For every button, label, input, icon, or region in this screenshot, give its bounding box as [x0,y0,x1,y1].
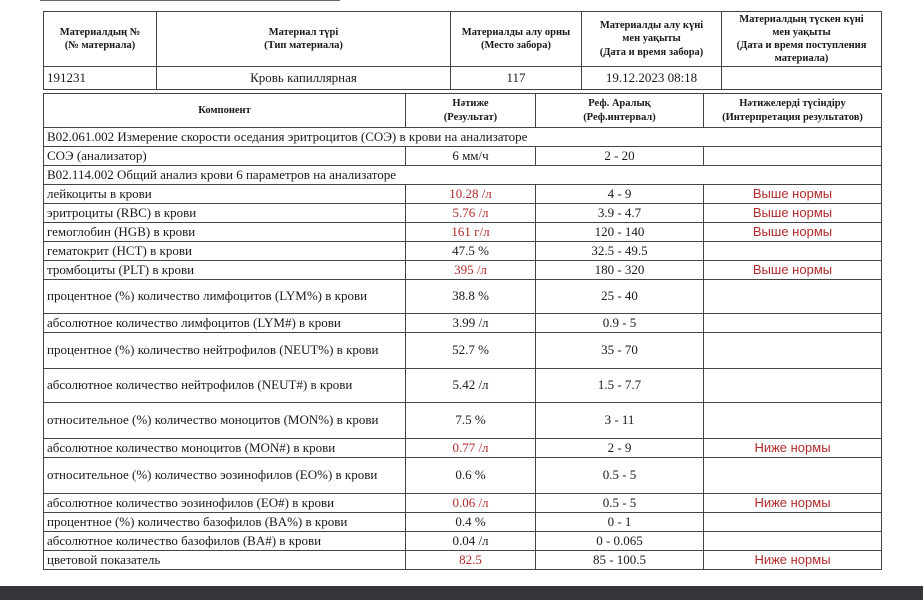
sample-info-table [43,11,882,90]
interpretation: Ниже нормы [704,439,882,458]
result-value: 0.4 % [406,513,536,532]
component-name: процентное (%) количество нейтрофилов (NEUT%) в крови [44,333,406,369]
result-value: 0.77 /л [406,439,536,458]
interpretation [704,458,882,494]
reference-interval: 0.5 - 5 [536,458,704,494]
result-row [44,242,882,261]
reference-interval: 2 - 20 [536,147,704,166]
result-value: 0.6 % [406,458,536,494]
result-row [44,494,882,513]
component-name: гемоглобин (HGB) в крови [44,223,406,242]
result-row [44,204,882,223]
interpretation [704,147,882,166]
result-value: 47.5 % [406,242,536,261]
result-row [44,147,882,166]
interpretation: Выше нормы [704,204,882,223]
component-name: абсолютное количество лимфоцитов (LYM#) в крови [44,314,406,333]
result-row [44,532,882,551]
result-row [44,261,882,280]
result-row [44,223,882,242]
reference-interval: 35 - 70 [536,333,704,369]
result-value: 161 г/л [406,223,536,242]
interpretation: Ниже нормы [704,494,882,513]
component-name: процентное (%) количество базофилов (BA%) в крови [44,513,406,532]
result-value: 5.76 /л [406,204,536,223]
result-row [44,185,882,204]
header-collection-place: Материалды алу орны (Место забора) [451,12,582,67]
reference-interval: 1.5 - 7.7 [536,369,704,403]
component-name: цветовой показатель [44,551,406,570]
result-value: 3.99 /л [406,314,536,333]
component-name: гематокрит (HCT) в крови [44,242,406,261]
material-number: 191231 [44,67,157,90]
result-value: 82.5 [406,551,536,570]
result-value: 7.5 % [406,403,536,439]
result-row [44,314,882,333]
header-result: Нәтиже (Результат) [406,94,536,128]
header-component: Компонент [44,94,406,128]
reference-interval: 180 - 320 [536,261,704,280]
reference-interval: 85 - 100.5 [536,551,704,570]
reference-interval: 0.5 - 5 [536,494,704,513]
cropped-text-line [40,0,340,4]
result-value: 0.04 /л [406,532,536,551]
reference-interval: 4 - 9 [536,185,704,204]
component-name: СОЭ (анализатор) [44,147,406,166]
result-value: 0.06 /л [406,494,536,513]
header-reference-interval: Реф. Аралық (Реф.интервал) [536,94,704,128]
material-type: Кровь капиллярная [157,67,451,90]
header-collection-datetime: Материалды алу күні мен уақыты (Дата и время забора) [582,12,722,67]
interpretation [704,369,882,403]
collection-place: 117 [451,67,582,90]
result-row [44,333,882,369]
collection-datetime: 19.12.2023 08:18 [582,67,722,90]
component-name: эритроциты (RBC) в крови [44,204,406,223]
component-name: процентное (%) количество лимфоцитов (LYM%) в крови [44,280,406,314]
sample-info-values-row [44,67,882,90]
reference-interval: 0.9 - 5 [536,314,704,333]
section-row [44,128,882,147]
interpretation: Ниже нормы [704,551,882,570]
interpretation [704,242,882,261]
interpretation: Выше нормы [704,223,882,242]
result-row [44,439,882,458]
reference-interval: 32.5 - 49.5 [536,242,704,261]
interpretation [704,403,882,439]
header-material-type: Материал түрі (Тип материала) [157,12,451,67]
result-row [44,458,882,494]
interpretation [704,280,882,314]
received-datetime [722,67,882,90]
interpretation [704,532,882,551]
interpretation [704,513,882,532]
interpretation: Выше нормы [704,261,882,280]
viewer-bottom-bar [0,586,923,600]
result-row [44,403,882,439]
result-row [44,551,882,570]
header-interpretation: Нәтижелерді түсіндіру (Интерпретация результатов) [704,94,882,128]
reference-interval: 25 - 40 [536,280,704,314]
interpretation [704,314,882,333]
sample-info-header-row [44,12,882,67]
reference-interval: 0 - 1 [536,513,704,532]
result-value: 52.7 % [406,333,536,369]
section-title: B02.114.002 Общий анализ крови 6 параметров на анализаторе [44,166,882,185]
result-row [44,280,882,314]
results-table [43,93,882,570]
result-value: 38.8 % [406,280,536,314]
result-value: 395 /л [406,261,536,280]
component-name: абсолютное количество нейтрофилов (NEUT#) в крови [44,369,406,403]
reference-interval: 2 - 9 [536,439,704,458]
reference-interval: 120 - 140 [536,223,704,242]
header-received-datetime: Материалдың түскен күні мен уақыты (Дата и время поступления материала) [722,12,882,67]
component-name: тромбоциты (PLT) в крови [44,261,406,280]
result-value: 10.28 /л [406,185,536,204]
result-value: 6 мм/ч [406,147,536,166]
result-row [44,369,882,403]
component-name: абсолютное количество моноцитов (MON#) в крови [44,439,406,458]
header-material-number: Материалдың № (№ материала) [44,12,157,67]
section-row [44,166,882,185]
interpretation [704,333,882,369]
section-title: B02.061.002 Измерение скорости оседания эритроцитов (СОЭ) в крови на анализаторе [44,128,882,147]
result-row [44,513,882,532]
component-name: относительное (%) количество эозинофилов (EO%) в крови [44,458,406,494]
component-name: относительное (%) количество моноцитов (MON%) в крови [44,403,406,439]
component-name: абсолютное количество базофилов (BA#) в крови [44,532,406,551]
results-header-row [44,94,882,128]
interpretation: Выше нормы [704,185,882,204]
reference-interval: 3 - 11 [536,403,704,439]
reference-interval: 0 - 0.065 [536,532,704,551]
component-name: абсолютное количество эозинофилов (EO#) в крови [44,494,406,513]
reference-interval: 3.9 - 4.7 [536,204,704,223]
result-value: 5.42 /л [406,369,536,403]
component-name: лейкоциты в крови [44,185,406,204]
